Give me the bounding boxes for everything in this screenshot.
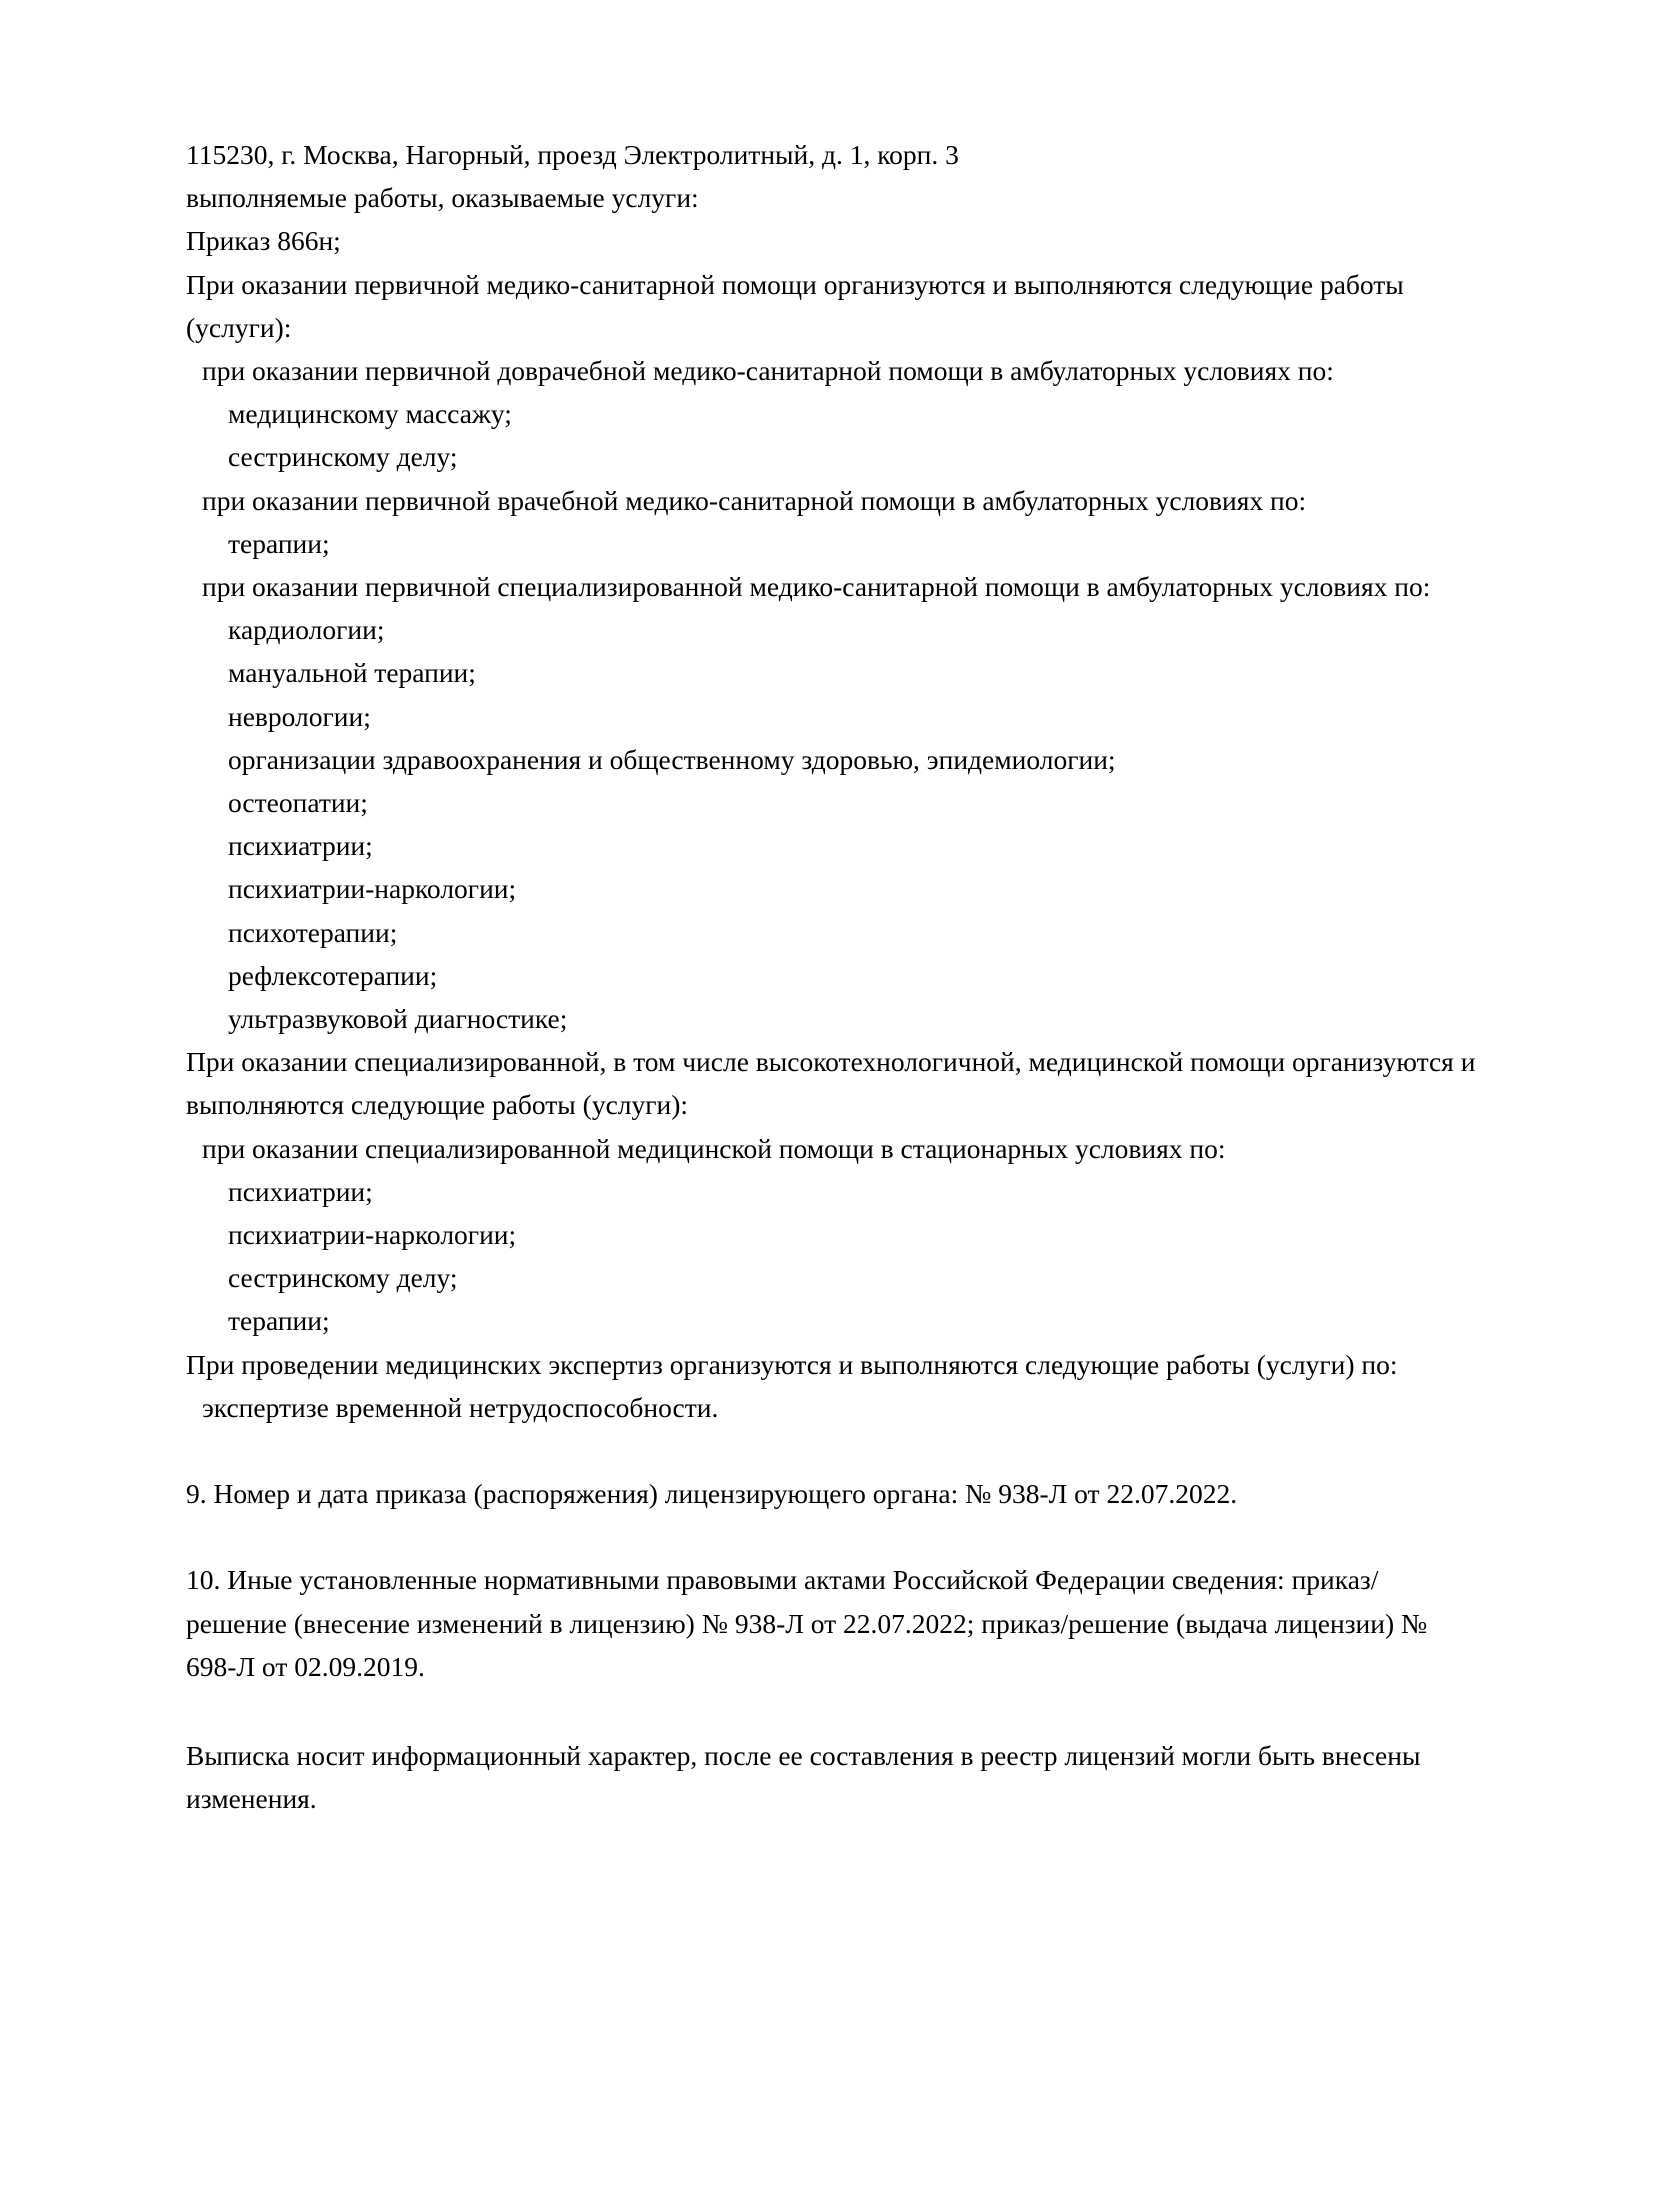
list-item: терапии; <box>228 527 330 559</box>
document-body <box>186 133 1483 1820</box>
section-9-paragraph: 9. Номер и дата приказа (распоряжения) лицензирующего органа: № 938-Л от 22.07.2022. <box>186 1478 1238 1510</box>
section-10-paragraph: 10. Иные установленные нормативными правовыми актами Российской Федерации сведения: приказ/решение (внесение изменений в лицензию) № 938-Л от 22.07.2022; приказ/решение (выдача лицензии) № 698-Л от 02.09.2019. <box>186 1564 1435 1682</box>
order-reference: Приказ 866н; <box>186 225 341 257</box>
specialized-inpatient-lead: при оказании специализированной медицинской помощи в стационарных условиях по: <box>202 1132 1226 1164</box>
paragraph-spacer <box>186 1515 1476 1558</box>
medical-examinations-intro: При проведении медицинских экспертиз организуются и выполняются следующие работы (услуги) по: <box>186 1348 1398 1380</box>
primary-specialized-lead: при оказании первичной специализированной медико-санитарной помощи в амбулаторных условиях по: <box>202 571 1431 603</box>
list-item: психиатрии; <box>228 1175 373 1207</box>
paragraph-spacer <box>186 1429 1476 1472</box>
list-item: психотерапии; <box>228 916 398 948</box>
works-services-header: выполняемые работы, оказываемые услуги: <box>186 182 699 214</box>
list-item: мануальной терапии; <box>228 657 476 689</box>
paragraph-spacer <box>186 1688 1476 1734</box>
primary-prehospital-lead: при оказании первичной доврачебной медико-санитарной помощи в амбулаторных условиях по: <box>202 355 1334 387</box>
list-item: психиатрии; <box>228 830 373 862</box>
list-item: неврологии; <box>228 700 371 732</box>
list-item: ультразвуковой диагностике; <box>228 1003 568 1035</box>
list-item: сестринскому делу; <box>228 441 458 473</box>
list-item: психиатрии-наркологии; <box>228 1219 517 1251</box>
primary-care-intro: При оказании первичной медико-санитарной помощи организуются и выполняются следующие работы (услуги): <box>186 268 1411 343</box>
list-item: организации здравоохранения и общественному здоровью, эпидемиологии; <box>228 743 1116 775</box>
list-item: медицинскому массажу; <box>228 398 512 430</box>
list-item: терапии; <box>228 1305 330 1337</box>
list-item: остеопатии; <box>228 787 368 819</box>
list-item: экспертизе временной нетрудоспособности. <box>202 1391 719 1423</box>
specialized-care-intro: При оказании специализированной, в том числе высокотехнологичной, медицинской помощи организуются и выполняются следующие работы (услуги): <box>186 1046 1483 1121</box>
list-item: кардиологии; <box>228 614 385 646</box>
list-item: сестринскому делу; <box>228 1262 458 1294</box>
disclaimer-paragraph: Выписка носит информационный характер, после ее составления в реестр лицензий могли быть внесены изменения. <box>186 1739 1428 1815</box>
list-item: рефлексотерапии; <box>228 959 438 991</box>
primary-physician-lead: при оказании первичной врачебной медико-санитарной помощи в амбулаторных условиях по: <box>202 484 1307 516</box>
list-item: психиатрии-наркологии; <box>228 873 517 905</box>
address-line: 115230, г. Москва, Нагорный, проезд Электролитный, д. 1, корп. 3 <box>186 139 959 170</box>
